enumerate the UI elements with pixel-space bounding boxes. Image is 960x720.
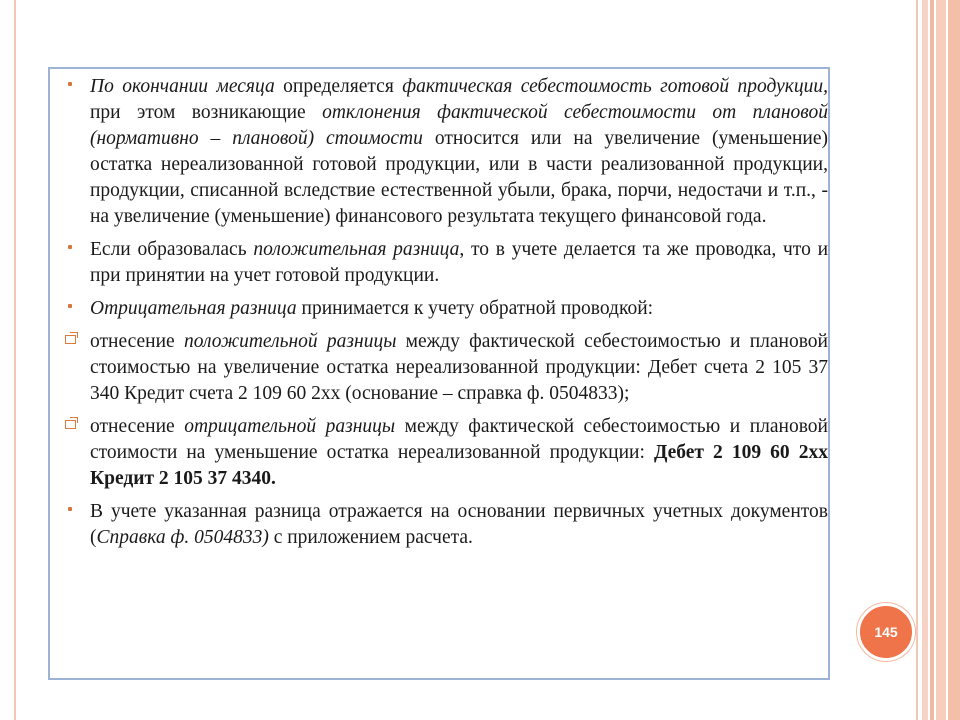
italic-text: положительная разница — [253, 239, 460, 260]
document-bullet-icon — [60, 334, 80, 348]
bold-text: Дебет 2 109 60 2хх Кредит 2 105 37 4340. — [90, 442, 828, 489]
text-run: между фактической себестоимостью и плановой стоимости на уменьшение остатка нереализованной продукции: — [90, 416, 828, 463]
text-run: между фактической себестоимостью и плановой стоимостью на увеличение остатка нереализованной продукции: Дебет счета 2 105 37 340 Кредит счета 2 109 60 2хх (основание – справка ф. 0504833); — [90, 331, 828, 404]
bullet-text — [90, 329, 828, 407]
text-run: , то в учете делается та же проводка, что и при принятии на учет готовой продукции. — [90, 239, 829, 286]
decorative-stripe — [936, 0, 946, 720]
square-bullet-icon — [60, 76, 80, 90]
decorative-stripe — [948, 0, 960, 720]
text-run: Если образовалась — [90, 239, 254, 260]
decorative-stripe — [922, 0, 928, 720]
text-run: В учете указанная разница отражается на основании первичных учетных документов ( — [90, 501, 828, 548]
italic-text: Отрицательная разница — [90, 298, 297, 319]
square-bullet-icon — [60, 298, 80, 312]
bullet-item — [58, 329, 828, 407]
bullet-text — [90, 237, 828, 289]
bullet-item — [58, 237, 828, 289]
bullet-item — [58, 296, 828, 322]
text-run: при этом возникающие — [90, 102, 323, 123]
square-bullet-icon — [60, 501, 80, 515]
text-run: принимается к учету обратной проводкой: — [296, 298, 654, 319]
bullet-list — [58, 74, 828, 558]
italic-text: фактическая себестоимость готовой продукции, — [402, 76, 828, 97]
italic-text: отклонения фактической себестоимости от плановой (нормативно – плановой) стоимости — [90, 102, 828, 149]
text-run: относится или на увеличение (уменьшение) остатка нереализованной готовой продукции, или в части реализованной продукции, продукции, списанной вследствие естественной убыли, брака, порчи, недостачи и т.п., - на увеличение (уменьшение) финансового результата текущего финансовой года. — [90, 128, 828, 227]
italic-text: Справка ф. 0504833) — [96, 527, 269, 548]
italic-text: отрицательной разницы — [184, 416, 396, 437]
italic-text: положительной разницы — [183, 331, 397, 352]
bullet-text — [90, 74, 828, 230]
decorative-stripe — [930, 0, 934, 720]
text-run: отнесение — [90, 331, 184, 352]
bullet-text — [90, 499, 828, 551]
bullet-item — [58, 499, 828, 551]
content-box — [48, 67, 830, 680]
text-run: отнесение — [90, 416, 185, 437]
text-run: определяется — [274, 76, 403, 97]
bullet-text — [90, 296, 828, 322]
bullet-text — [90, 414, 828, 492]
bullet-item — [58, 414, 828, 492]
bullet-item — [58, 74, 828, 230]
italic-text: По окончании месяца — [90, 76, 275, 97]
page-number-badge: 145 — [857, 603, 915, 661]
text-run: с приложением расчета. — [268, 527, 473, 548]
square-bullet-icon — [60, 239, 80, 253]
document-bullet-icon — [60, 419, 80, 433]
